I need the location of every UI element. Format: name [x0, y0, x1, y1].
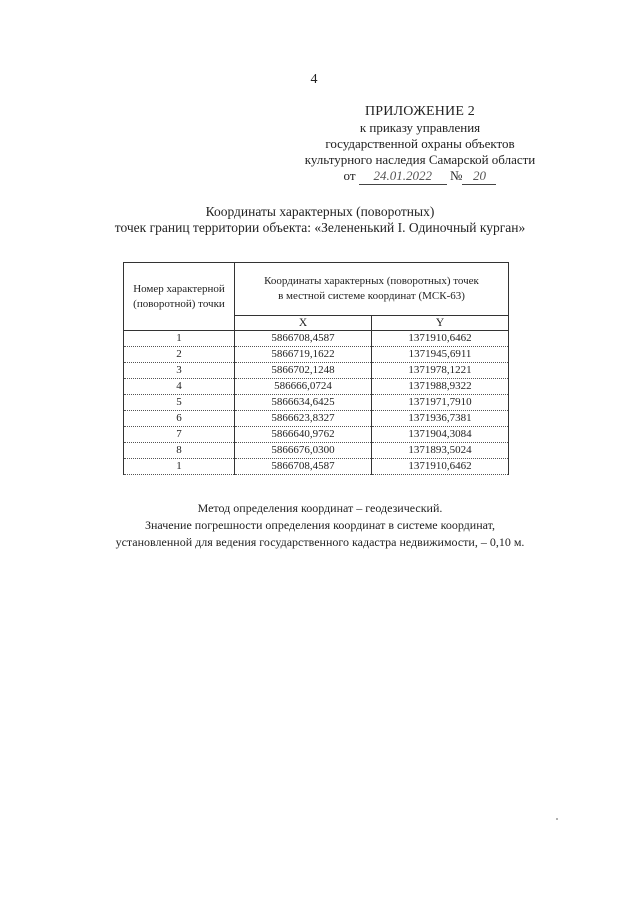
y-cell: 1371893,5024: [371, 443, 508, 459]
y-cell: 1371971,7910: [371, 395, 508, 411]
header-point-line-1: Номер характерной: [133, 282, 225, 295]
x-cell: 5866634,6425: [235, 395, 372, 411]
table-body: [124, 331, 509, 475]
y-cell: 1371910,6462: [371, 331, 508, 347]
order-date: 24.01.2022: [359, 168, 447, 185]
table-row: [124, 427, 509, 443]
point-number-cell: 6: [124, 411, 235, 427]
page-number: 4: [310, 72, 318, 87]
table-row: [124, 363, 509, 379]
header-point-line-2: (поворотной) точки: [133, 297, 225, 310]
x-cell: 5866640,9762: [235, 427, 372, 443]
point-number-cell: 1: [124, 459, 235, 475]
table-row: [124, 347, 509, 363]
title-line-1: Координаты характерных (поворотных): [205, 204, 435, 219]
number-label: №: [450, 168, 463, 183]
header-y: Y: [371, 316, 508, 331]
point-number-cell: 2: [124, 347, 235, 363]
header-x: X: [235, 316, 372, 331]
table-row: [124, 379, 509, 395]
scan-speck: [556, 818, 558, 820]
y-cell: 1371988,9322: [371, 379, 508, 395]
order-number: 20: [462, 168, 496, 185]
x-cell: 5866708,4587: [235, 459, 372, 475]
table-row: [124, 411, 509, 427]
x-cell: 5866719,1622: [235, 347, 372, 363]
point-number-cell: 1: [124, 331, 235, 347]
point-number-cell: 3: [124, 363, 235, 379]
y-cell: 1371904,3084: [371, 427, 508, 443]
appendix-line-1: к приказу управления: [359, 120, 481, 135]
header-point-number: [124, 263, 235, 331]
point-number-cell: 8: [124, 443, 235, 459]
appendix-line-3: культурного наследия Самарской области: [304, 152, 536, 167]
appendix-heading: ПРИЛОЖЕНИЕ 2: [364, 104, 476, 119]
x-cell: 5866676,0300: [235, 443, 372, 459]
appendix-date-number-line: [270, 168, 570, 185]
point-number-cell: 5: [124, 395, 235, 411]
point-number-cell: 7: [124, 427, 235, 443]
x-cell: 5866708,4587: [235, 331, 372, 347]
table-row: [124, 459, 509, 475]
note-line-1: Метод определения координат – геодезический.: [197, 501, 443, 515]
table-row: [124, 331, 509, 347]
y-cell: 1371910,6462: [371, 459, 508, 475]
appendix-line-2: государственной охраны объектов: [325, 136, 515, 151]
y-cell: 1371936,7381: [371, 411, 508, 427]
coordinates-table: [123, 262, 509, 475]
point-number-cell: 4: [124, 379, 235, 395]
from-label: от: [343, 168, 356, 183]
note-line-3: установленной для ведения государственного кадастра недвижимости, – 0,10 м.: [115, 535, 525, 549]
header-coords-line-2: в местной системе координат (МСК-63): [278, 290, 465, 302]
method-note: [60, 500, 580, 551]
title-line-2: точек границ территории объекта: «Зелененький I. Одиночный курган»: [114, 220, 526, 235]
x-cell: 586666,0724: [235, 379, 372, 395]
table-row: [124, 395, 509, 411]
header-coords-line-1: Координаты характерных (поворотных) точек: [264, 275, 479, 287]
y-cell: 1371978,1221: [371, 363, 508, 379]
appendix-block: [270, 104, 570, 185]
document-title: [70, 204, 570, 236]
header-coordinates: [235, 263, 509, 316]
table-row: [124, 443, 509, 459]
y-cell: 1371945,6911: [371, 347, 508, 363]
note-line-2: Значение погрешности определения координат в системе координат,: [144, 518, 495, 532]
x-cell: 5866702,1248: [235, 363, 372, 379]
x-cell: 5866623,8327: [235, 411, 372, 427]
